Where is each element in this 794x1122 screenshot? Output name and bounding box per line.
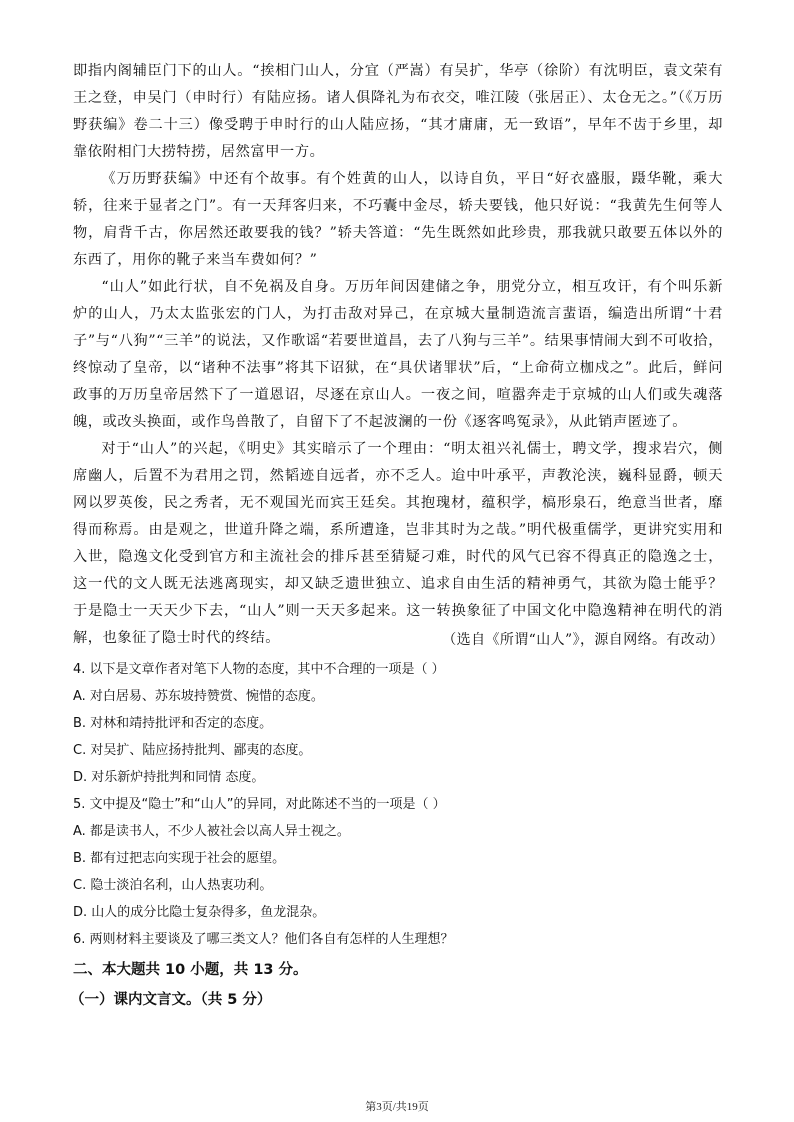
question-4-stem: 4. 以下是文章作者对笔下人物的态度，其中不合理的一项是（ ）	[73, 662, 445, 677]
article-source: （选自《所谓“山人”》，源自网络。有改动）	[442, 632, 724, 648]
article-paragraph-2: 《万历野获编》中还有个故事。有个姓黄的山人，以诗自负，平日“好衣盛服，蹑华靴，乘大轿，往来于显者之门”。有一天拜客归来，不巧囊中金尽，轿夫要钱，他只好说：“我黄先生何等人物，肩背千古，你居然还敢要我的钱？”轿夫答道：“先生既然如此珍贵，那我就只敢要五体以外的东西了，用你的靴子来当车费如何？”	[73, 171, 723, 268]
question-4-option-d: D. 对乐新炉持批判和同情 态度。	[73, 770, 265, 785]
question-5-option-b: B. 都有过把志向实现于社会的愿望。	[73, 851, 286, 866]
article-paragraph-1: 即指内阁辅臣门下的山人。“挨相门山人，分宜（严嵩）有吴扩，华亭（徐阶）有沈明臣，袁文荣有王之登，申吴门（申时行）有陆应扬。诸人俱降礼为布衣交，唯江陵（张居正）、太仓无之。”（《万历野获编》卷二十三）像受聘于申时行的山人陆应扬，“其才庸庸，无一致语”，早年不齿于乡里，却靠依附相门大捞特捞，居然富甲一方。	[73, 63, 723, 160]
question-5-option-a: A. 都是读书人，不少人被社会以高人异士视之。	[73, 824, 350, 839]
question-4-option-b: B. 对林和靖持批评和否定的态度。	[73, 716, 273, 731]
page-number: 第3页/共19页	[365, 1101, 429, 1113]
article-paragraph-4: 对于“山人”的兴起，《明史》其实暗示了一个理由：“明太祖兴礼儒士，聘文学，搜求岩穴，侧席幽人，后置不为君用之罚，然韬迹自远者，亦不乏人。迨中叶承平，声教沦浃，巍科显爵，顿天网以罗英俊，民之秀者，无不观国光而宾王廷矣。其抱瑰材，蕴积学，槁形泉石，绝意当世者，靡得而称焉。由是观之，世道升降之端，系所遭逢，岂非其时为之哉。”明代极重儒学，更讲究实用和入世，隐逸文化受到官方和主流社会的排斥甚至猜疑刁难，时代的风气已容不得真正的隐逸之士，这一代的文人既无法逃离现实，却又缺乏遗世独立、追求自由生活的精神勇气，其欲为隐士能乎？于是隐士一天天少下去，“山人”则一天天多起来。这一转换象征了中国文化中隐逸精神在明代的消解，也象征了隐士时代的终结。	[73, 441, 723, 646]
question-4-option-c: C. 对吴扩、陆应扬持批判、鄙夷的态度。	[73, 743, 312, 758]
question-5-option-c: C. 隐士淡泊名利，山人热衷功利。	[73, 878, 273, 893]
section-heading-part-2: 二、本大题共 10 小题，共 13 分。	[73, 962, 308, 978]
question-4-option-a: A. 对白居易、苏东坡持赞赏、惋惜的态度。	[73, 689, 324, 704]
question-6-stem: 6. 两则材料主要谈及了哪三类文人？他们各自有怎样的人生理想？	[73, 932, 454, 947]
question-5-option-d: D. 山人的成分比隐士复杂得多，鱼龙混杂。	[73, 905, 326, 920]
section-subheading-classical-chinese: （一）课内文言文。（共 5 分）	[70, 992, 272, 1008]
article-paragraph-3: “山人”如此行状，自不免祸及自身。万历年间因建储之争，朋党分立，相互攻讦，有个叫乐新炉的山人，乃太太监张宏的门人，为打击敌对异己，在京城大量制造流言蜚语，编造出所谓“十君子”与“八狗”“三羊”的说法，又作歌谣“若要世道昌，去了八狗与三羊”。结果事情闹大到不可收拾，终惊动了皇帝，以“诸种不法事”将其下诏狱，在“具伏诸罪状”后，“上命荷立枷戍之”。此后，鲜问政事的万历皇帝居然下了一道恩诏，尽逐在京山人。一夜之间，喧嚣奔走于京城的山人们或失魂落魄，或改头换面，或作鸟兽散了，自留下了不起波澜的一份《逐客鸣冤录》，从此销声匿迹了。	[73, 279, 723, 430]
question-5-stem: 5. 文中提及“隐士”和“山人”的异同，对此陈述不当的一项是（ ）	[73, 797, 446, 812]
